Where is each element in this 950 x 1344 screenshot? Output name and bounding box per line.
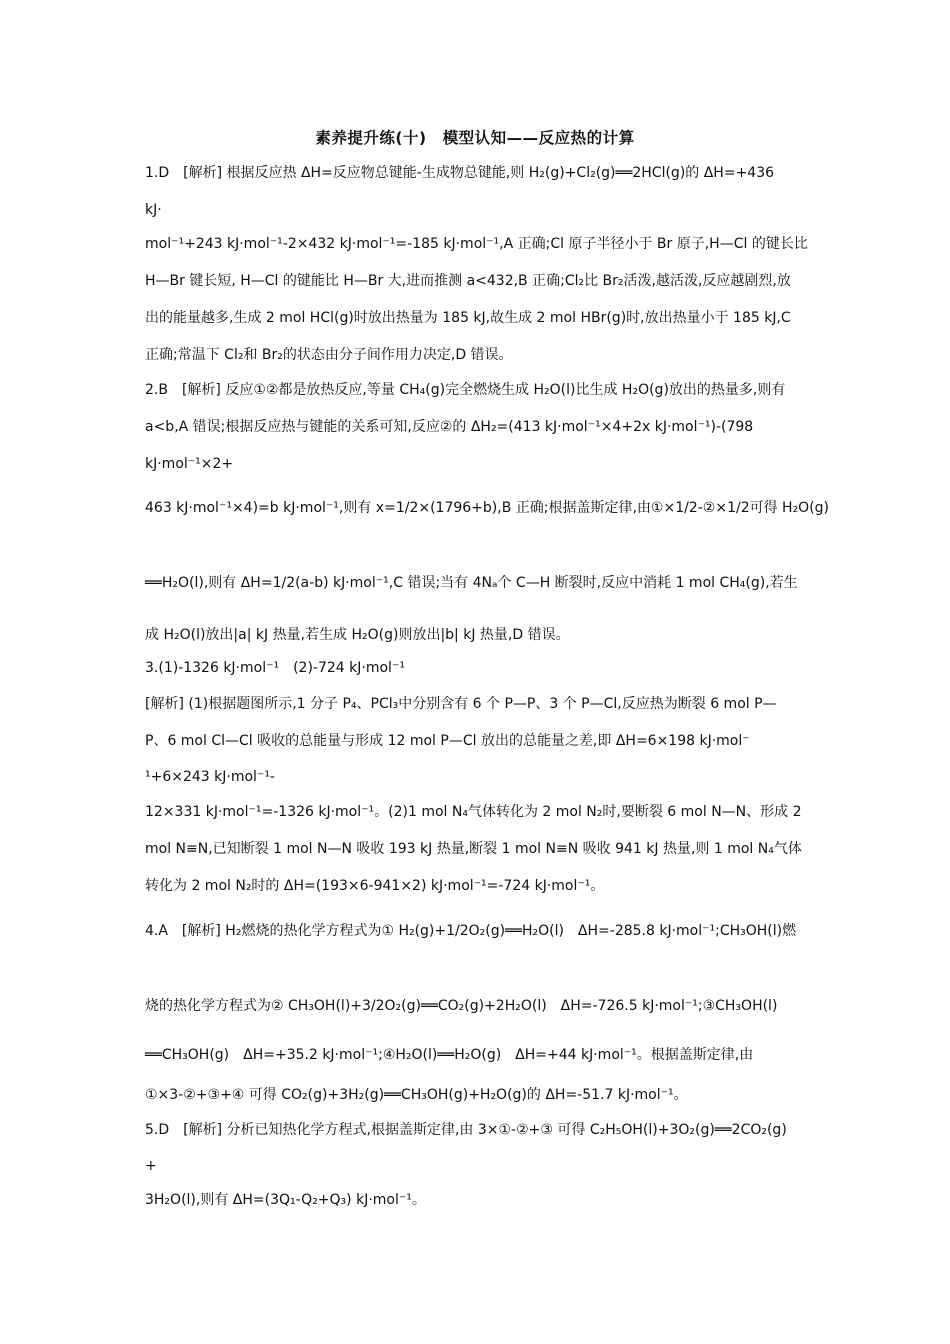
text-line: a<b,A 错误;根据反应热与键能的关系可知,反应②的 ΔH₂=(413 kJ·mol⁻¹×4+2x kJ·mol⁻¹)-(798 <box>145 419 754 435</box>
text-line: ══H₂O(l),则有 ΔH=1/2(a-b) kJ·mol⁻¹,C 错误;当有 4Nₐ个 C—H 断裂时,反应中消耗 1 mol CH₄(g),若生 <box>145 575 798 591</box>
text-line: 12×331 kJ·mol⁻¹=-1326 kJ·mol⁻¹。(2)1 mol N₄气体转化为 2 mol N₂时,要断裂 6 mol N—N、形成 2 <box>145 804 802 820</box>
text-line: mol N≡N,已知断裂 1 mol N—N 吸收 193 kJ 热量,断裂 1 mol N≡N 吸收 941 kJ 热量,则 1 mol N₄气体 <box>145 841 802 857</box>
text-line: 3.(1)-1326 kJ·mol⁻¹ (2)-724 kJ·mol⁻¹ <box>145 660 405 676</box>
text-line: 3H₂O(l),则有 ΔH=(3Q₁-Q₂+Q₃) kJ·mol⁻¹。 <box>145 1192 426 1208</box>
text-line: 转化为 2 mol N₂时的 ΔH=(193×6-941×2) kJ·mol⁻¹=-724 kJ·mol⁻¹。 <box>145 878 605 894</box>
text-line: 1.D [解析] 根据反应热 ΔH=反应物总键能-生成物总键能,则 H₂(g)+Cl₂(g)══2HCl(g)的 ΔH=+436 <box>145 165 775 181</box>
text-line: ①×3-②+③+④ 可得 CO₂(g)+3H₂(g)══CH₃OH(g)+H₂O(g)的 ΔH=-51.7 kJ·mol⁻¹。 <box>145 1087 688 1103</box>
text-line: [解析] (1)根据题图所示,1 分子 P₄、PCl₃中分别含有 6 个 P—P、3 个 P—Cl,反应热为断裂 6 mol P— <box>145 696 777 712</box>
text-line: 正确;常温下 Cl₂和 Br₂的状态由分子间作用力决定,D 错误。 <box>145 347 513 363</box>
text-line: H—Br 键长短, H—Cl 的键能比 H—Br 大,进而推测 a<432,B 正确;Cl₂比 Br₂活泼,越活泼,反应越剧烈,放 <box>145 273 791 289</box>
text-line: 4.A [解析] H₂燃烧的热化学方程式为① H₂(g)+1/2O₂(g)══H₂O(l) ΔH=-285.8 kJ·mol⁻¹;CH₃OH(l)燃 <box>145 923 797 939</box>
text-line: P、6 mol Cl—Cl 吸收的总能量与形成 12 mol P—Cl 放出的总能量之差,即 ΔH=6×198 kJ·mol⁻ <box>145 733 750 749</box>
text-line: kJ·mol⁻¹×2+ <box>145 456 234 472</box>
text-line: ══CH₃OH(g) ΔH=+35.2 kJ·mol⁻¹;④H₂O(l)══H₂O(g) ΔH=+44 kJ·mol⁻¹。根据盖斯定律,由 <box>145 1047 754 1063</box>
text-line: 5.D [解析] 分析已知热化学方程式,根据盖斯定律,由 3×①-②+③ 可得 C₂H₅OH(l)+3O₂(g)══2CO₂(g) <box>145 1122 787 1138</box>
text-line: mol⁻¹+243 kJ·mol⁻¹-2×432 kJ·mol⁻¹=-185 kJ·mol⁻¹,A 正确;Cl 原子半径小于 Br 原子,H—Cl 的键长比 <box>145 236 808 252</box>
text-line: 出的能量越多,生成 2 mol HCl(g)时放出热量为 185 kJ,故生成 2 mol HBr(g)时,放出热量小于 185 kJ,C <box>145 310 791 326</box>
text-line: 2.B [解析] 反应①②都是放热反应,等量 CH₄(g)完全燃烧生成 H₂O(l)比生成 H₂O(g)放出的热量多,则有 <box>145 382 786 398</box>
text-line: 463 kJ·mol⁻¹×4)=b kJ·mol⁻¹,则有 x=1/2×(1796+b),B 正确;根据盖斯定律,由①×1/2-②×1/2可得 H₂O(g) <box>145 500 830 516</box>
text-line: ¹+6×243 kJ·mol⁻¹- <box>145 769 275 785</box>
page-title: 素养提升练(十) 模型认知——反应热的计算 <box>315 129 635 147</box>
text-line: kJ· <box>145 202 162 218</box>
text-line: 成 H₂O(l)放出|a| kJ 热量,若生成 H₂O(g)则放出|b| kJ 热量,D 错误。 <box>145 627 570 643</box>
text-line: 烧的热化学方程式为② CH₃OH(l)+3/2O₂(g)══CO₂(g)+2H₂O(l) ΔH=-726.5 kJ·mol⁻¹;③CH₃OH(l) <box>145 998 778 1014</box>
text-line: + <box>145 1158 157 1174</box>
